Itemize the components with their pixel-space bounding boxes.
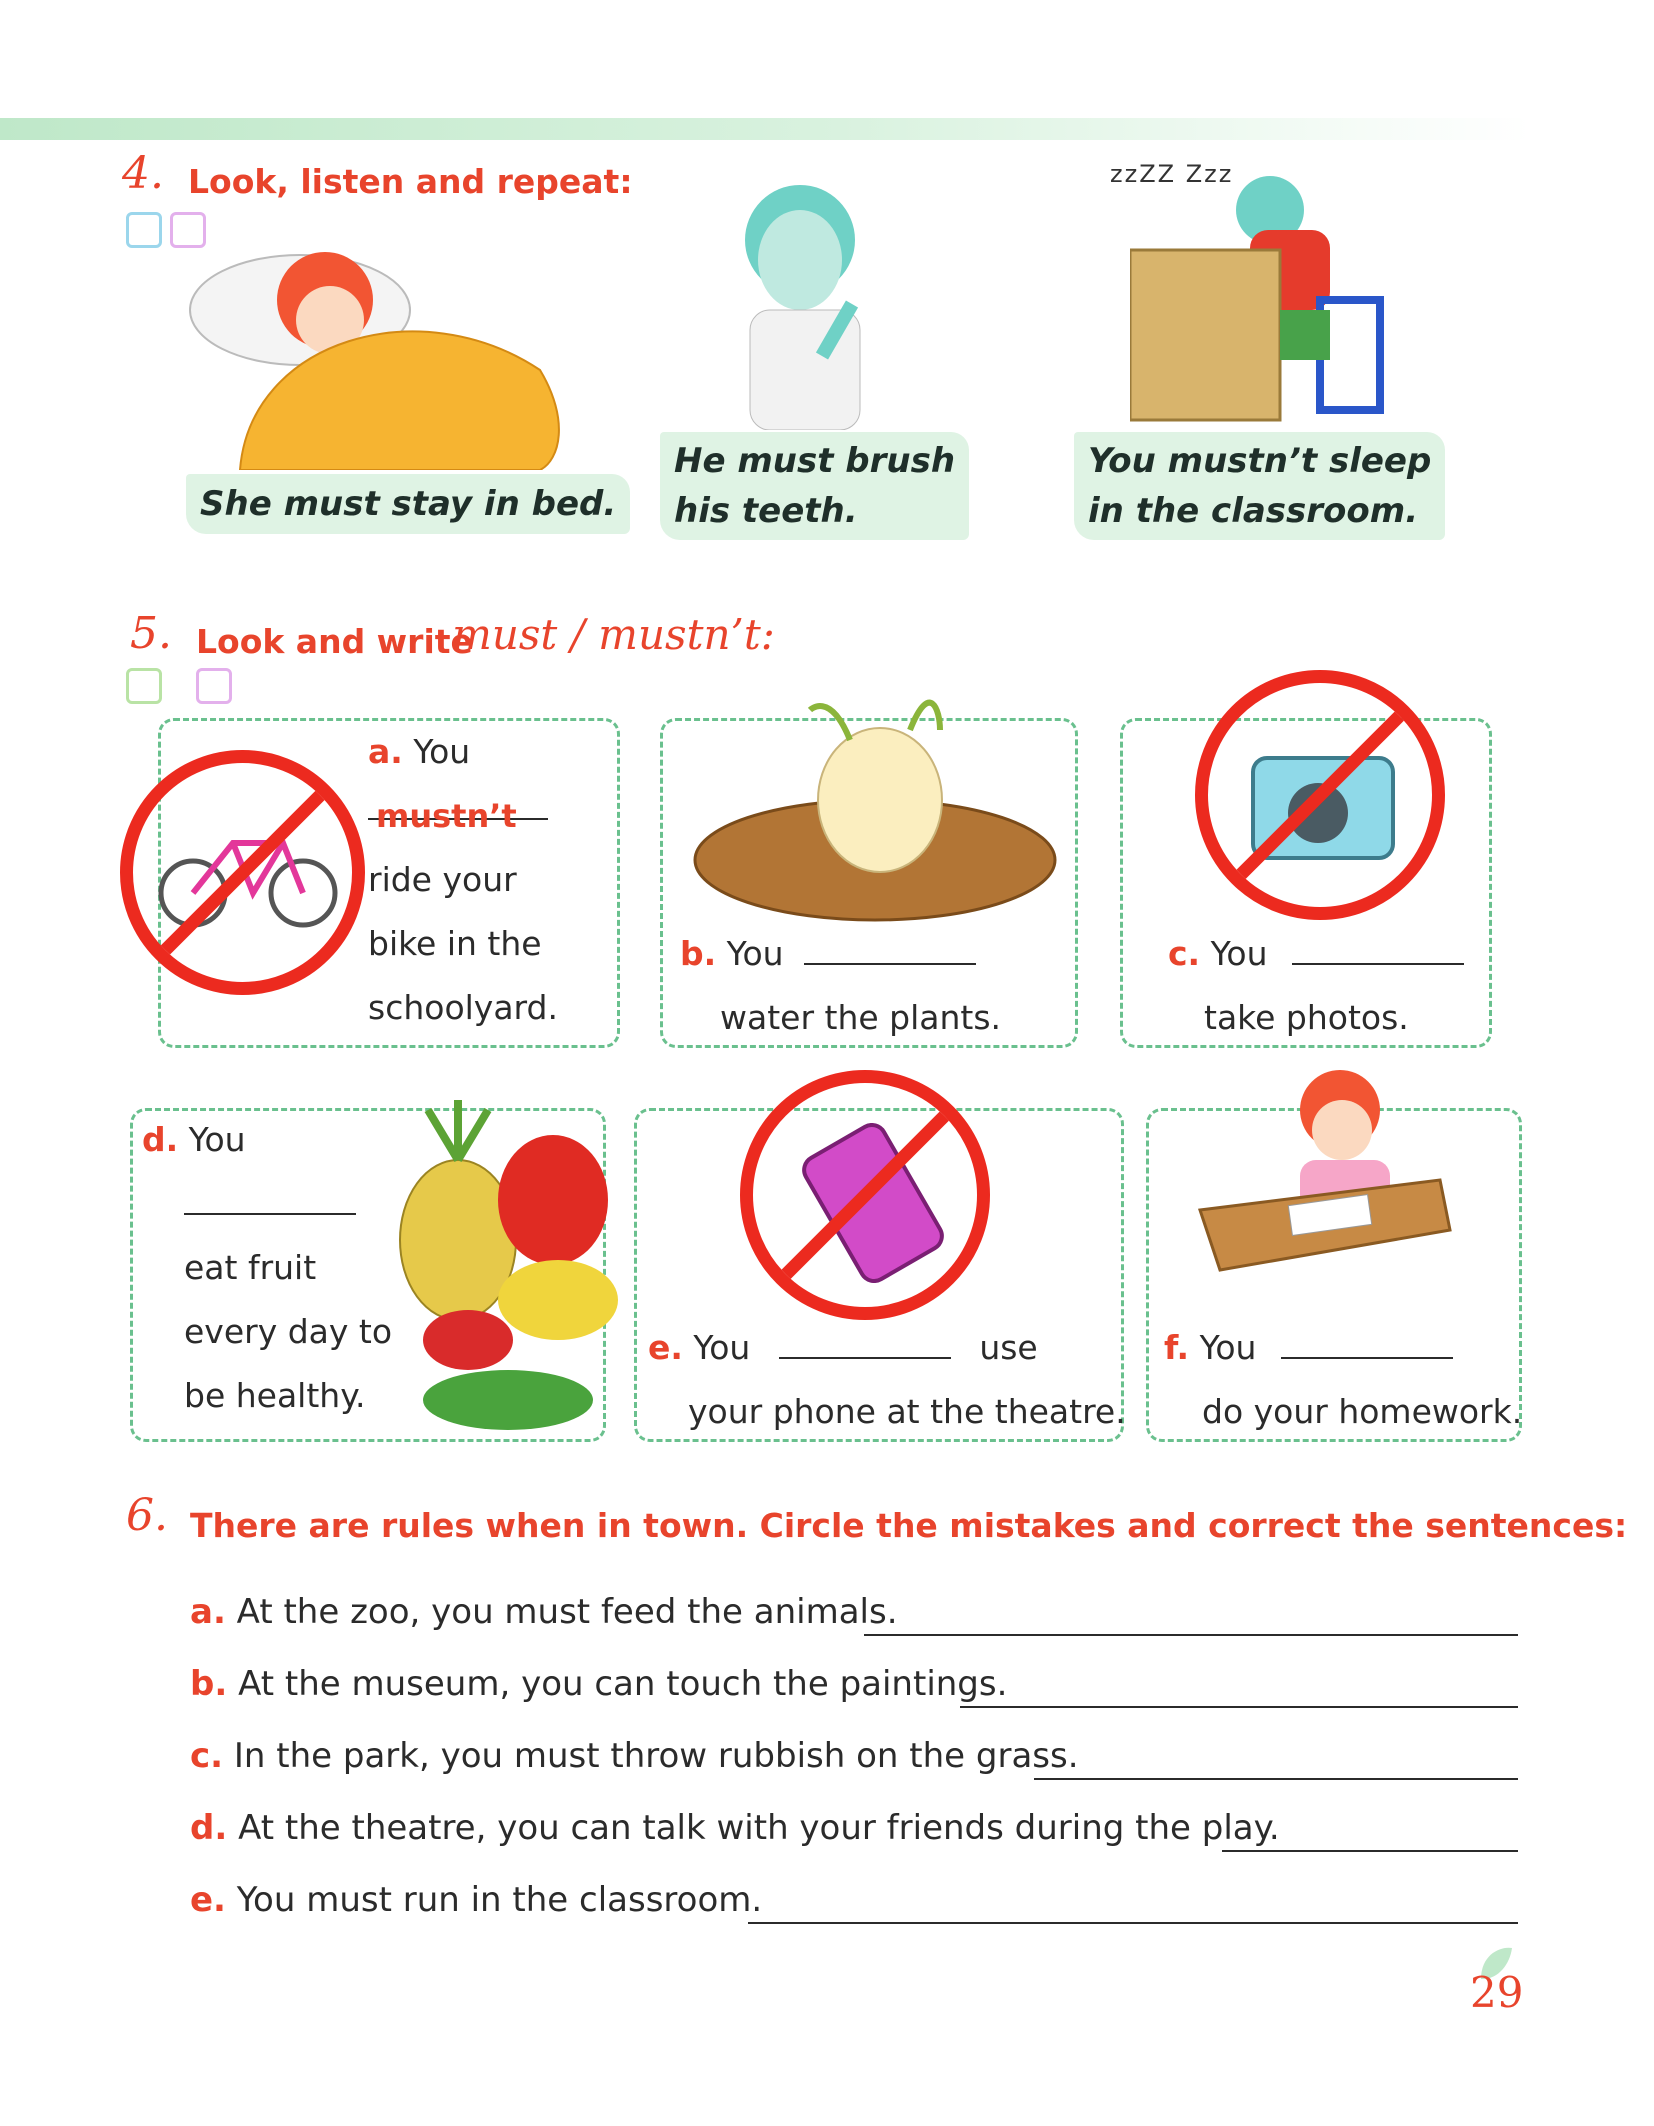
- ex6-item-c: [190, 1736, 1079, 1776]
- card-b-line1: You: [726, 934, 784, 973]
- ex6-item-b-text: At the museum, you can touch the paintings.: [238, 1664, 1008, 1704]
- exercise-5-title-cursive: must / mustn’t:: [452, 610, 775, 659]
- caption-sleep-classroom-line2: in the classroom.: [1088, 491, 1419, 531]
- card-a-line4: schoolyard.: [368, 988, 558, 1027]
- card-a-answer: mustn’t: [376, 797, 517, 835]
- caption-brush-teeth: [660, 432, 969, 540]
- exercise-6-title: There are rules when in town. Circle the mistakes and correct the sentences:: [190, 1506, 1628, 1545]
- bicycle-icon: [153, 823, 343, 933]
- card-e-line2: use: [979, 1328, 1038, 1367]
- card-e-letter: e.: [648, 1328, 683, 1367]
- card-e-line1: You: [693, 1328, 751, 1367]
- no-camera-sign: [1195, 670, 1445, 920]
- card-a-line3: bike in the: [368, 924, 542, 963]
- activity-icon[interactable]: [126, 668, 162, 704]
- ex6-item-d-text: At the theatre, you can talk with your friends during the play.: [238, 1808, 1280, 1848]
- card-e-answer-blank[interactable]: [779, 1323, 951, 1359]
- card-b-letter: b.: [680, 934, 717, 973]
- ex6-item-d-answer-line[interactable]: [1222, 1848, 1518, 1852]
- ex6-item-e: [190, 1880, 762, 1920]
- ex6-item-b-answer-line[interactable]: [960, 1704, 1518, 1708]
- card-d-line2: eat fruit: [184, 1248, 317, 1287]
- ex6-item-b: [190, 1664, 1007, 1704]
- caption-stay-in-bed: She must stay in bed.: [186, 474, 630, 534]
- card-f-line1: You: [1199, 1328, 1257, 1367]
- caption-sleep-classroom: [1074, 432, 1445, 540]
- ex6-item-c-letter: c.: [190, 1736, 224, 1776]
- card-d-letter: d.: [142, 1120, 179, 1159]
- card-b-line2: water the plants.: [720, 998, 1002, 1037]
- camera-icon[interactable]: [196, 668, 232, 704]
- card-d-line3: every day to: [184, 1312, 393, 1351]
- card-c-line2: take photos.: [1204, 998, 1409, 1037]
- plant-vase-on-table-illustration: [690, 670, 1060, 930]
- caption-sleep-classroom-line1: You mustn’t sleep: [1088, 441, 1432, 481]
- card-d-line1: You: [188, 1120, 246, 1159]
- card-b-answer-blank[interactable]: [804, 929, 976, 965]
- ex6-item-a-text: At the zoo, you must feed the animals.: [236, 1592, 898, 1632]
- card-e-line3: your phone at the theatre.: [688, 1392, 1126, 1431]
- card-d-answer-blank[interactable]: [184, 1179, 356, 1215]
- exercise-4-number: 4.: [122, 148, 164, 199]
- caption-brush-teeth-line1: He must brush: [674, 441, 956, 481]
- girl-doing-homework-illustration: [1190, 1060, 1470, 1290]
- ex6-item-e-letter: e.: [190, 1880, 226, 1920]
- ex6-item-e-answer-line[interactable]: [748, 1920, 1518, 1924]
- page-number: 29: [1470, 1968, 1524, 2017]
- ex6-item-b-letter: b.: [190, 1664, 228, 1704]
- card-f-line2: do your homework.: [1202, 1392, 1523, 1431]
- card-e-text: [648, 1316, 1126, 1444]
- camera-icon: [1238, 728, 1408, 878]
- exercise-4-title: Look, listen and repeat:: [188, 162, 633, 201]
- caption-brush-teeth-line2: his teeth.: [674, 491, 858, 531]
- girl-in-bed-illustration: [180, 220, 580, 470]
- card-a-line2: ride your: [368, 860, 517, 899]
- card-f-text: [1164, 1316, 1522, 1444]
- ex6-item-e-text: You must run in the classroom.: [236, 1880, 763, 1920]
- card-c-letter: c.: [1168, 934, 1201, 973]
- card-b-text: [680, 922, 1001, 1050]
- ex6-item-a: [190, 1592, 898, 1632]
- card-a-letter: a.: [368, 732, 403, 771]
- card-a-text: [368, 720, 558, 1040]
- no-phone-sign: [740, 1070, 990, 1320]
- exercise-5-number: 5.: [130, 608, 172, 659]
- boy-brushing-teeth-illustration: [690, 160, 910, 430]
- card-c-text: [1168, 922, 1464, 1050]
- card-f-answer-blank[interactable]: [1281, 1323, 1453, 1359]
- exercise-5-title: Look and write: [196, 622, 473, 661]
- top-decor-band: [0, 118, 1530, 140]
- card-d-text: [142, 1108, 392, 1428]
- card-d-line4: be healthy.: [184, 1376, 366, 1415]
- card-f-letter: f.: [1164, 1328, 1190, 1367]
- boy-sleeping-at-desk-illustration: [1130, 170, 1430, 430]
- ex6-item-c-text: In the park, you must throw rubbish on the grass.: [233, 1736, 1079, 1776]
- ex6-item-c-answer-line[interactable]: [1034, 1776, 1518, 1780]
- ex6-item-d-letter: d.: [190, 1808, 228, 1848]
- card-a-answer-blank[interactable]: [368, 784, 548, 835]
- card-a-line1: You: [413, 732, 471, 771]
- fruit-and-vegetables-illustration: [388, 1100, 628, 1440]
- card-c-line1: You: [1210, 934, 1268, 973]
- ex6-item-d: [190, 1808, 1280, 1848]
- video-icon[interactable]: [126, 212, 162, 248]
- ex6-item-a-letter: a.: [190, 1592, 226, 1632]
- card-c-answer-blank[interactable]: [1292, 929, 1464, 965]
- no-bicycle-sign: [120, 750, 365, 995]
- sleep-sound-text: zzZZ Zzz: [1110, 160, 1234, 188]
- mobile-phone-icon: [798, 1123, 948, 1283]
- ex6-item-a-answer-line[interactable]: [864, 1632, 1518, 1636]
- exercise-6-number: 6.: [126, 1490, 168, 1541]
